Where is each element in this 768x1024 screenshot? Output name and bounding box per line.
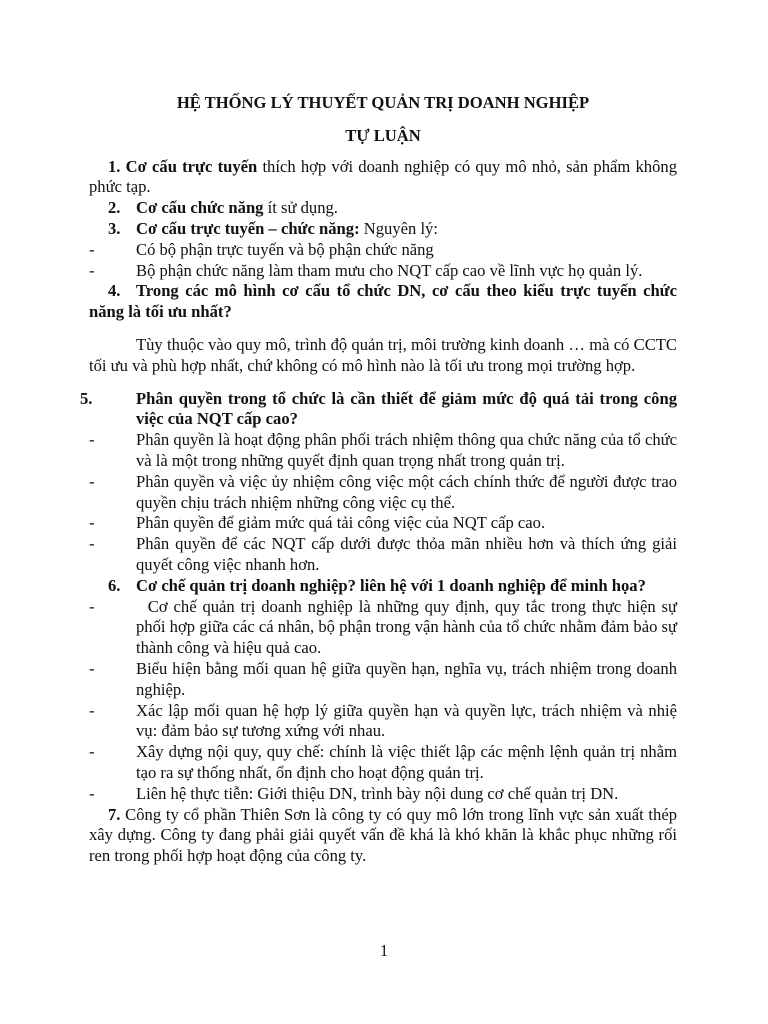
question-7 [89, 805, 677, 867]
question-number: 1. [108, 156, 121, 176]
document-title: HỆ THỐNG LÝ THUYẾT QUẢN TRỊ DOANH NGHIỆP [176, 93, 590, 112]
question-number: 7. [108, 804, 121, 824]
bullet-item: - Phân quyền và việc ủy nhiệm công việc một cách chính thức để người được trao quyền chịu trách nhiệm những công việc cụ thể. [89, 472, 677, 514]
question-4-heading: Trong các mô hình cơ cấu tổ chức DN, cơ cấu theo kiểu trực tuyến chức năng là tối ưu nhất? [89, 281, 677, 322]
question-1 [89, 157, 677, 199]
question-3-text: Nguyên lý: [359, 218, 438, 238]
bullet-item: - Bộ phận chức năng làm tham mưu cho NQT cấp cao về lĩnh vực họ quản lý. [89, 261, 677, 282]
question-number: 2. [108, 198, 121, 218]
question-7-text: Công ty cổ phần Thiên Sơn là công ty có quy mô lớn trong lĩnh vực sản xuất thép xây dựng. Công ty đang phải giải quyết vấn đề khá là khó khăn là khắc phục những rối ren trong phối hợp hoạt động của công ty. [89, 804, 677, 866]
question-2-text: ít sử dụng. [263, 198, 338, 218]
question-5 [80, 388, 677, 431]
question-2 [89, 198, 677, 219]
question-6-heading: Cơ chế quản trị doanh nghiệp? liên hệ với 1 doanh nghiệp để minh họa? [136, 575, 646, 595]
question-1-heading: Cơ cấu trực tuyến [125, 156, 258, 176]
question-3-heading: Cơ cấu trực tuyến – chức năng: [136, 218, 360, 238]
question-number: 6. [108, 575, 121, 595]
page-number: 1 [379, 941, 389, 960]
bullet-item: - Biểu hiện bằng mối quan hệ giữa quyền hạn, nghĩa vụ, trách nhiệm trong doanh nghiệp. [89, 659, 677, 701]
bullet-item: - Liên hệ thực tiễn: Giới thiệu DN, trình bày nội dung cơ chế quản trị DN. [89, 784, 677, 805]
question-3 [89, 219, 677, 240]
bullet-item: - Cơ chế quản trị doanh nghiệp là những quy định, quy tắc trong thực hiện sự phối hợp giữa các cá nhân, bộ phận trong vận hành của tổ chức nhằm đảm bảo sự thành công và hiệu quả cao. [89, 597, 677, 659]
bullet-item: - Phân quyền để giảm mức quá tải công việc của NQT cấp cao. [89, 513, 677, 534]
bullet-item: - Phân quyền để các NQT cấp dưới được thỏa mãn nhiều hơn và thích ứng giải quyết công việc nhanh hơn. [89, 534, 677, 576]
bullet-item: - Phân quyền là hoạt động phân phối trách nhiệm thông qua chức năng của tổ chức và là một trong những quyết định quan trọng nhất trong quản trị. [89, 430, 677, 472]
question-6 [89, 576, 677, 597]
question-1-text: thích hợp với doanh nghiệp có quy mô nhỏ, sản phẩm không phức tạp. [89, 156, 677, 197]
question-4 [89, 281, 677, 323]
question-2-heading: Cơ cấu chức năng [136, 198, 264, 218]
bullet-item: - Có bộ phận trực tuyến và bộ phận chức năng [89, 240, 677, 261]
question-4-answer: Tùy thuộc vào quy mô, trình độ quản trị, môi trường kinh doanh … mà có CCTC tối ưu và phù hợp nhất, chứ không có mô hình nào là tối ưu trong mọi trường hợp. [89, 334, 677, 375]
document-body [80, 93, 682, 867]
bullet-item: - Xác lập mối quan hệ hợp lý giữa quyền hạn và quyền lực, trách nhiệm và nhiệ vụ: đảm bảo sự tương xứng với nhau. [89, 701, 677, 743]
question-number: 3. [108, 218, 121, 238]
question-number: 4. [108, 281, 121, 301]
question-5-heading: Phân quyền trong tổ chức là cần thiết để giảm mức độ quá tải trong công việc của NQT cấp cao? [136, 388, 677, 429]
question-number: 5. [80, 388, 93, 408]
document-subtitle: TỰ LUẬN [345, 125, 421, 145]
bullet-item: - Xây dựng nội quy, quy chế: chính là việc thiết lập các mệnh lệnh quản trị nhằm tạo ra sự thống nhất, ổn định cho hoạt động quản trị. [89, 742, 677, 784]
